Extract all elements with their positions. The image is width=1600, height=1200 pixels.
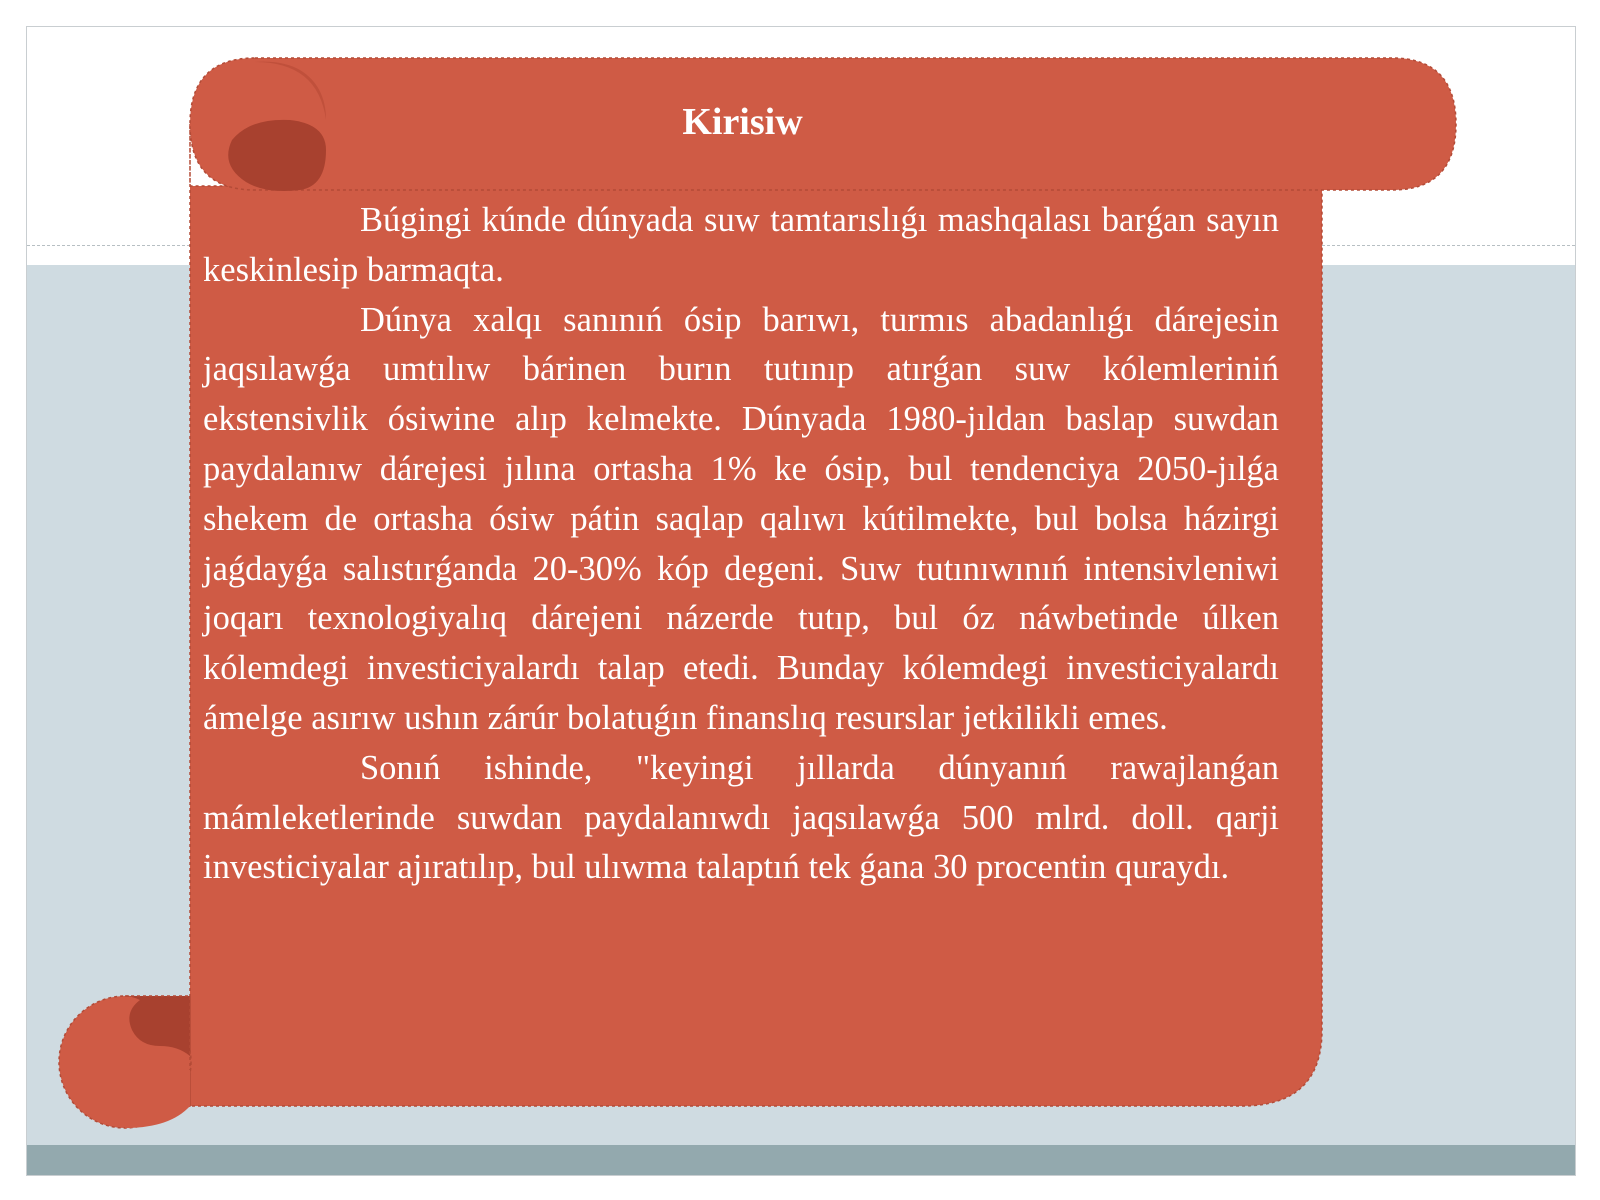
paragraph-3: Sonıń ishinde, "keyingi jıllarda dúnyanıń rawajlanǵan mámleketlerinde suwdan paydalanıwdı jaqsılawǵa 500 mlrd. doll. qarji investiciyalar ajıratılıp, bul ulıwma talaptıń tek ǵana 30 procentin quraydı. [203, 748, 1279, 887]
paragraph-2: Dúnya xalqı sanınıń ósip barıwı, turmıs abadanlıǵı dárejesin jaqsılawǵa umtılıw bárinen burın tutınıp atırǵan suw kólemleriniń ekstensivlik ósiwine alıp kelmekte. Dúnyada 1980-jıldan baslap suwdan paydalanıw dárejesi jılına ortasha 1% ke ósip, bul tendenciya 2050-jılǵa shekem de ortasha ósiw pátin saqlap qalıwı kútilmekte, bul bolsa házirgi jaǵdayǵa salıstırǵanda 20-30% kóp degeni. Suw tutınıwınıń intensivleniwi joqarı texnologiyalıq dárejeni názerde tutıp, bul óz náwbetinde úlken kólemdegi investiciyalardı talap etedi. Bunday kólemdegi investiciyalardı ámelge asırıw ushın zárúr bolatuǵın finanslıq resurslar jetkilikli emes. [203, 300, 1279, 737]
paragraph-1: Búgingi kúnde dúnyada suw tamtarıslıǵı mashqalası barǵan sayın keskinlesip barmaqta. [203, 201, 1279, 289]
slide-body-text [203, 196, 1279, 893]
scroll-bottom-roll-fill [125, 1070, 190, 1128]
slide-title: Kirisiw [682, 101, 803, 143]
